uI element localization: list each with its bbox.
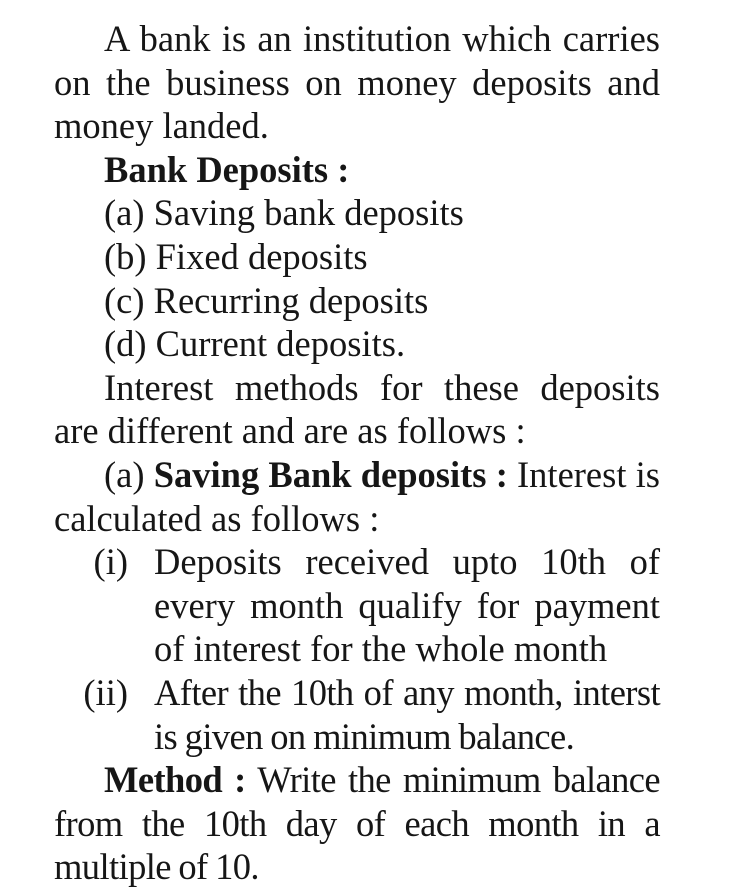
rule-text: After the 10th of any month, interst is given on minimum balance. [154,671,660,757]
interest-intro-paragraph: Interest methods for these deposits are different and are as follows : [54,366,660,452]
method-text: Write the minimum balance from the 10th day of each month in a multiple of 10. [54,759,660,888]
saving-bank-paragraph [54,453,660,540]
rule-item [54,540,660,671]
deposit-item-fixed: (b) Fixed deposits [104,235,368,277]
rule-text: Deposits received upto 10th of every month qualify for payment of interest for the whole month [154,541,660,670]
deposit-item-current: (d) Current deposits. [104,323,406,365]
intro-paragraph: A bank is an institution which carries on the business on money deposits and money landed. [54,18,660,147]
saving-bank-title: Saving Bank deposits : [153,453,508,495]
rule-number: (ii) [83,671,128,713]
deposits-heading: Bank Deposits : [104,148,350,190]
deposit-item-saving: (a) Saving bank deposits [104,192,464,234]
rule-item [54,671,660,758]
method-title: Method : [104,759,246,801]
saving-bank-text: Interest is calculated as follows : [54,453,661,539]
rule-number: (i) [93,541,128,583]
saving-bank-prefix: (a) [104,453,145,495]
deposit-item-recurring: (c) Recurring deposits [104,279,429,321]
method-paragraph [54,758,660,889]
document-page [54,17,660,889]
